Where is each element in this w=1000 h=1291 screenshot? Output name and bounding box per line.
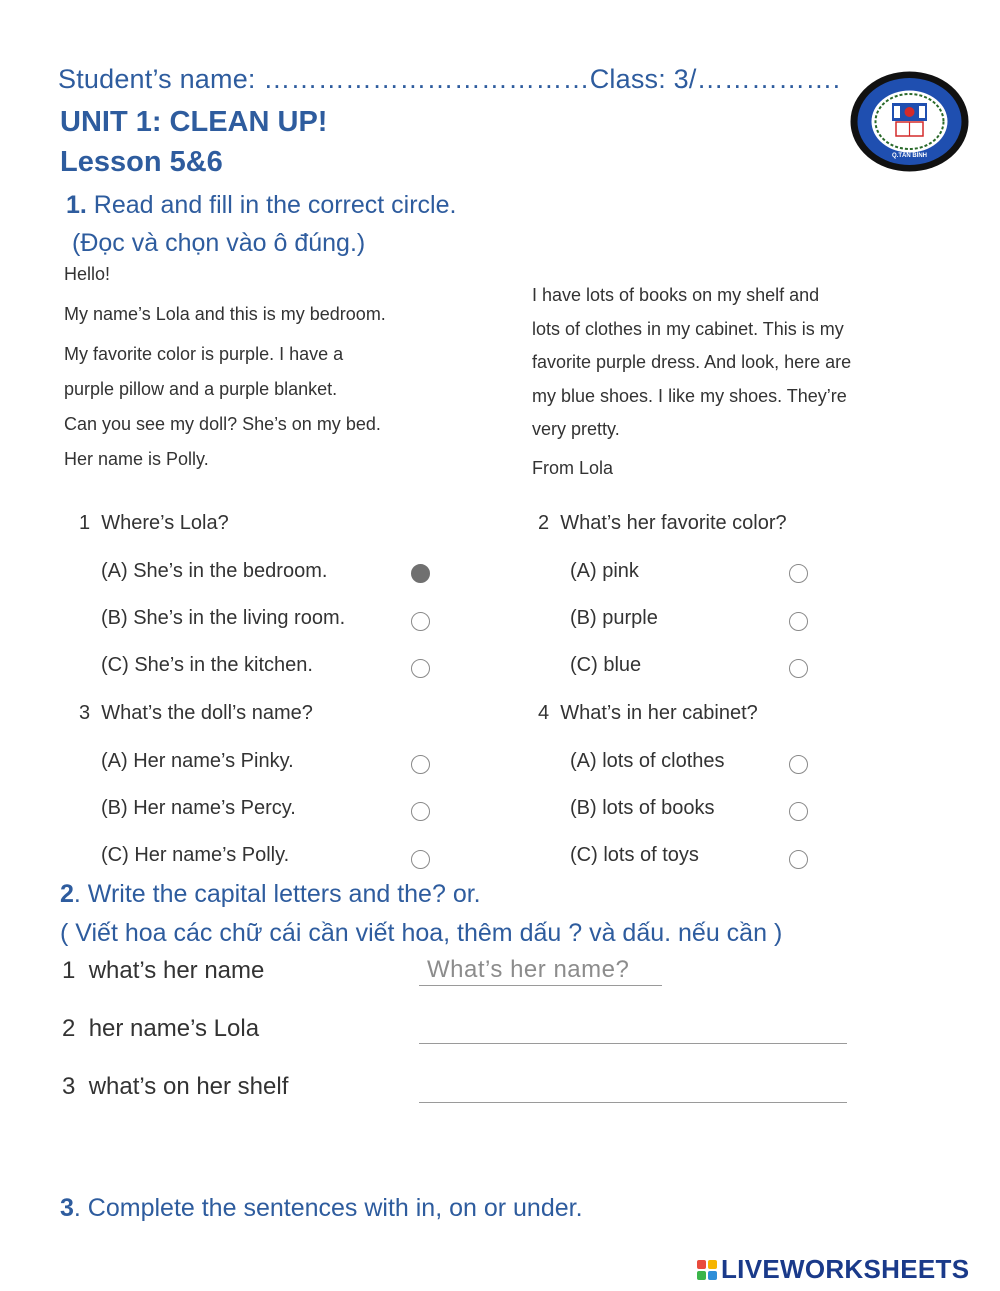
exercise-1-number: 1. — [66, 191, 87, 219]
story-line: From Lola — [532, 457, 614, 478]
q2-radio-c[interactable] — [789, 659, 808, 678]
exercise-1-instruction: Read and fill in the correct circle. — [86, 191, 457, 219]
lesson-title: Lesson 5&6 — [60, 146, 223, 178]
exercise-1-title — [66, 191, 456, 220]
answer-3-line[interactable] — [419, 1102, 847, 1103]
story-line: Her name is Polly. — [64, 449, 209, 469]
exercise-2-instruction: . Write the capital letters and the? or. — [73, 880, 481, 908]
q3-radio-c[interactable] — [411, 850, 430, 869]
item-prompt: what’s her name — [88, 957, 265, 984]
item-number: 3 — [62, 1073, 76, 1100]
story-line: Hello! — [64, 264, 111, 284]
exercise-2-title — [60, 880, 481, 909]
exercise-1-subtitle: (Đọc và chọn vào ô đúng.) — [72, 229, 366, 257]
q3-option-a: (A) Her name’s Pinky. — [101, 750, 294, 772]
question-text: What’s her favorite color? — [560, 512, 787, 534]
exercise-3-number: 3 — [60, 1194, 74, 1222]
question-number: 4 — [538, 702, 550, 724]
q2-radio-b[interactable] — [789, 612, 808, 631]
q4-radio-a[interactable] — [789, 755, 808, 774]
q3-option-b: (B) Her name’s Percy. — [101, 797, 296, 819]
story-line: My favorite color is purple. I have a — [64, 344, 344, 364]
exercise-2-number: 2 — [60, 880, 74, 908]
brand-icon-square — [697, 1260, 706, 1269]
q4-radio-c[interactable] — [789, 850, 808, 869]
question-number: 2 — [538, 512, 550, 534]
exercise-3-title — [60, 1194, 583, 1223]
q3-radio-a[interactable] — [411, 755, 430, 774]
story-line: I have lots of books on my shelf and — [532, 285, 820, 305]
answer-1-text[interactable]: What’s her name? — [427, 956, 630, 983]
story-line: very pretty. — [532, 419, 620, 439]
item-prompt: what’s on her shelf — [88, 1073, 289, 1100]
q2-option-c: (C) blue — [570, 654, 642, 676]
story-line: purple pillow and a purple blanket. — [64, 379, 338, 399]
story-line: My name’s Lola and this is my bedroom. — [64, 304, 386, 324]
question-4 — [538, 702, 758, 725]
q4-radio-b[interactable] — [789, 802, 808, 821]
student-name-class-line: Student’s name: ………………………………Class: 3/……………. — [58, 64, 841, 94]
q2-option-a: (A) pink — [570, 560, 639, 582]
write-item-2 — [62, 1015, 259, 1043]
school-logo — [849, 70, 970, 173]
liveworksheets-wordmark: LIVEWORKSHEETS — [721, 1254, 970, 1284]
brand-icon-square — [697, 1271, 706, 1280]
q4-option-c: (C) lots of toys — [570, 844, 699, 866]
exercise-2-subtitle: ( Viết hoa các chữ cái cần viết hoa, thêm dấu ? và dấu. nếu cần ) — [60, 919, 783, 947]
question-text: Where’s Lola? — [101, 512, 229, 534]
q1-option-c: (C) She’s in the kitchen. — [101, 654, 313, 676]
question-2 — [538, 512, 787, 535]
q1-radio-c[interactable] — [411, 659, 430, 678]
q4-option-a: (A) lots of clothes — [570, 750, 725, 772]
liveworksheets-icon — [697, 1260, 717, 1280]
story-line: Can you see my doll? She’s on my bed. — [64, 414, 381, 434]
story-line: my blue shoes. I like my shoes. They’re — [532, 385, 847, 406]
item-number: 2 — [62, 1015, 76, 1042]
q1-option-a: (A) She’s in the bedroom. — [101, 560, 328, 582]
q1-option-b: (B) She’s in the living room. — [101, 607, 346, 629]
question-text: What’s the doll’s name? — [101, 702, 313, 724]
answer-2-line[interactable] — [419, 1043, 847, 1044]
q2-radio-a[interactable] — [789, 564, 808, 583]
story-line: lots of clothes in my cabinet. This is my — [532, 318, 844, 339]
q3-option-c: (C) Her name’s Polly. — [101, 844, 290, 866]
question-1 — [79, 512, 229, 535]
story-line: favorite purple dress. And look, here are — [532, 352, 852, 372]
answer-1-line — [419, 985, 662, 986]
question-text: What’s in her cabinet? — [560, 702, 758, 724]
write-item-1 — [62, 957, 264, 985]
brand-icon-square — [708, 1260, 717, 1269]
write-item-3 — [62, 1073, 288, 1101]
story-left — [64, 257, 386, 477]
question-number: 3 — [79, 702, 91, 724]
q1-radio-b[interactable] — [411, 612, 430, 631]
exercise-3-instruction: . Complete the sentences with in, on or under. — [73, 1194, 583, 1222]
q4-option-b: (B) lots of books — [570, 797, 715, 819]
q3-radio-b[interactable] — [411, 802, 430, 821]
brand-icon-square — [708, 1271, 717, 1280]
question-number: 1 — [79, 512, 91, 534]
q1-radio-a[interactable] — [411, 564, 430, 583]
q2-option-b: (B) purple — [570, 607, 658, 629]
story-right — [532, 279, 851, 485]
item-number: 1 — [62, 957, 76, 984]
unit-title: UNIT 1: CLEAN UP! — [60, 106, 328, 138]
logo-bottom-text: Q.TÂN BÌNH — [892, 153, 927, 159]
item-prompt: her name’s Lola — [88, 1015, 260, 1042]
liveworksheets-logo — [697, 1254, 969, 1285]
question-3 — [79, 702, 313, 725]
